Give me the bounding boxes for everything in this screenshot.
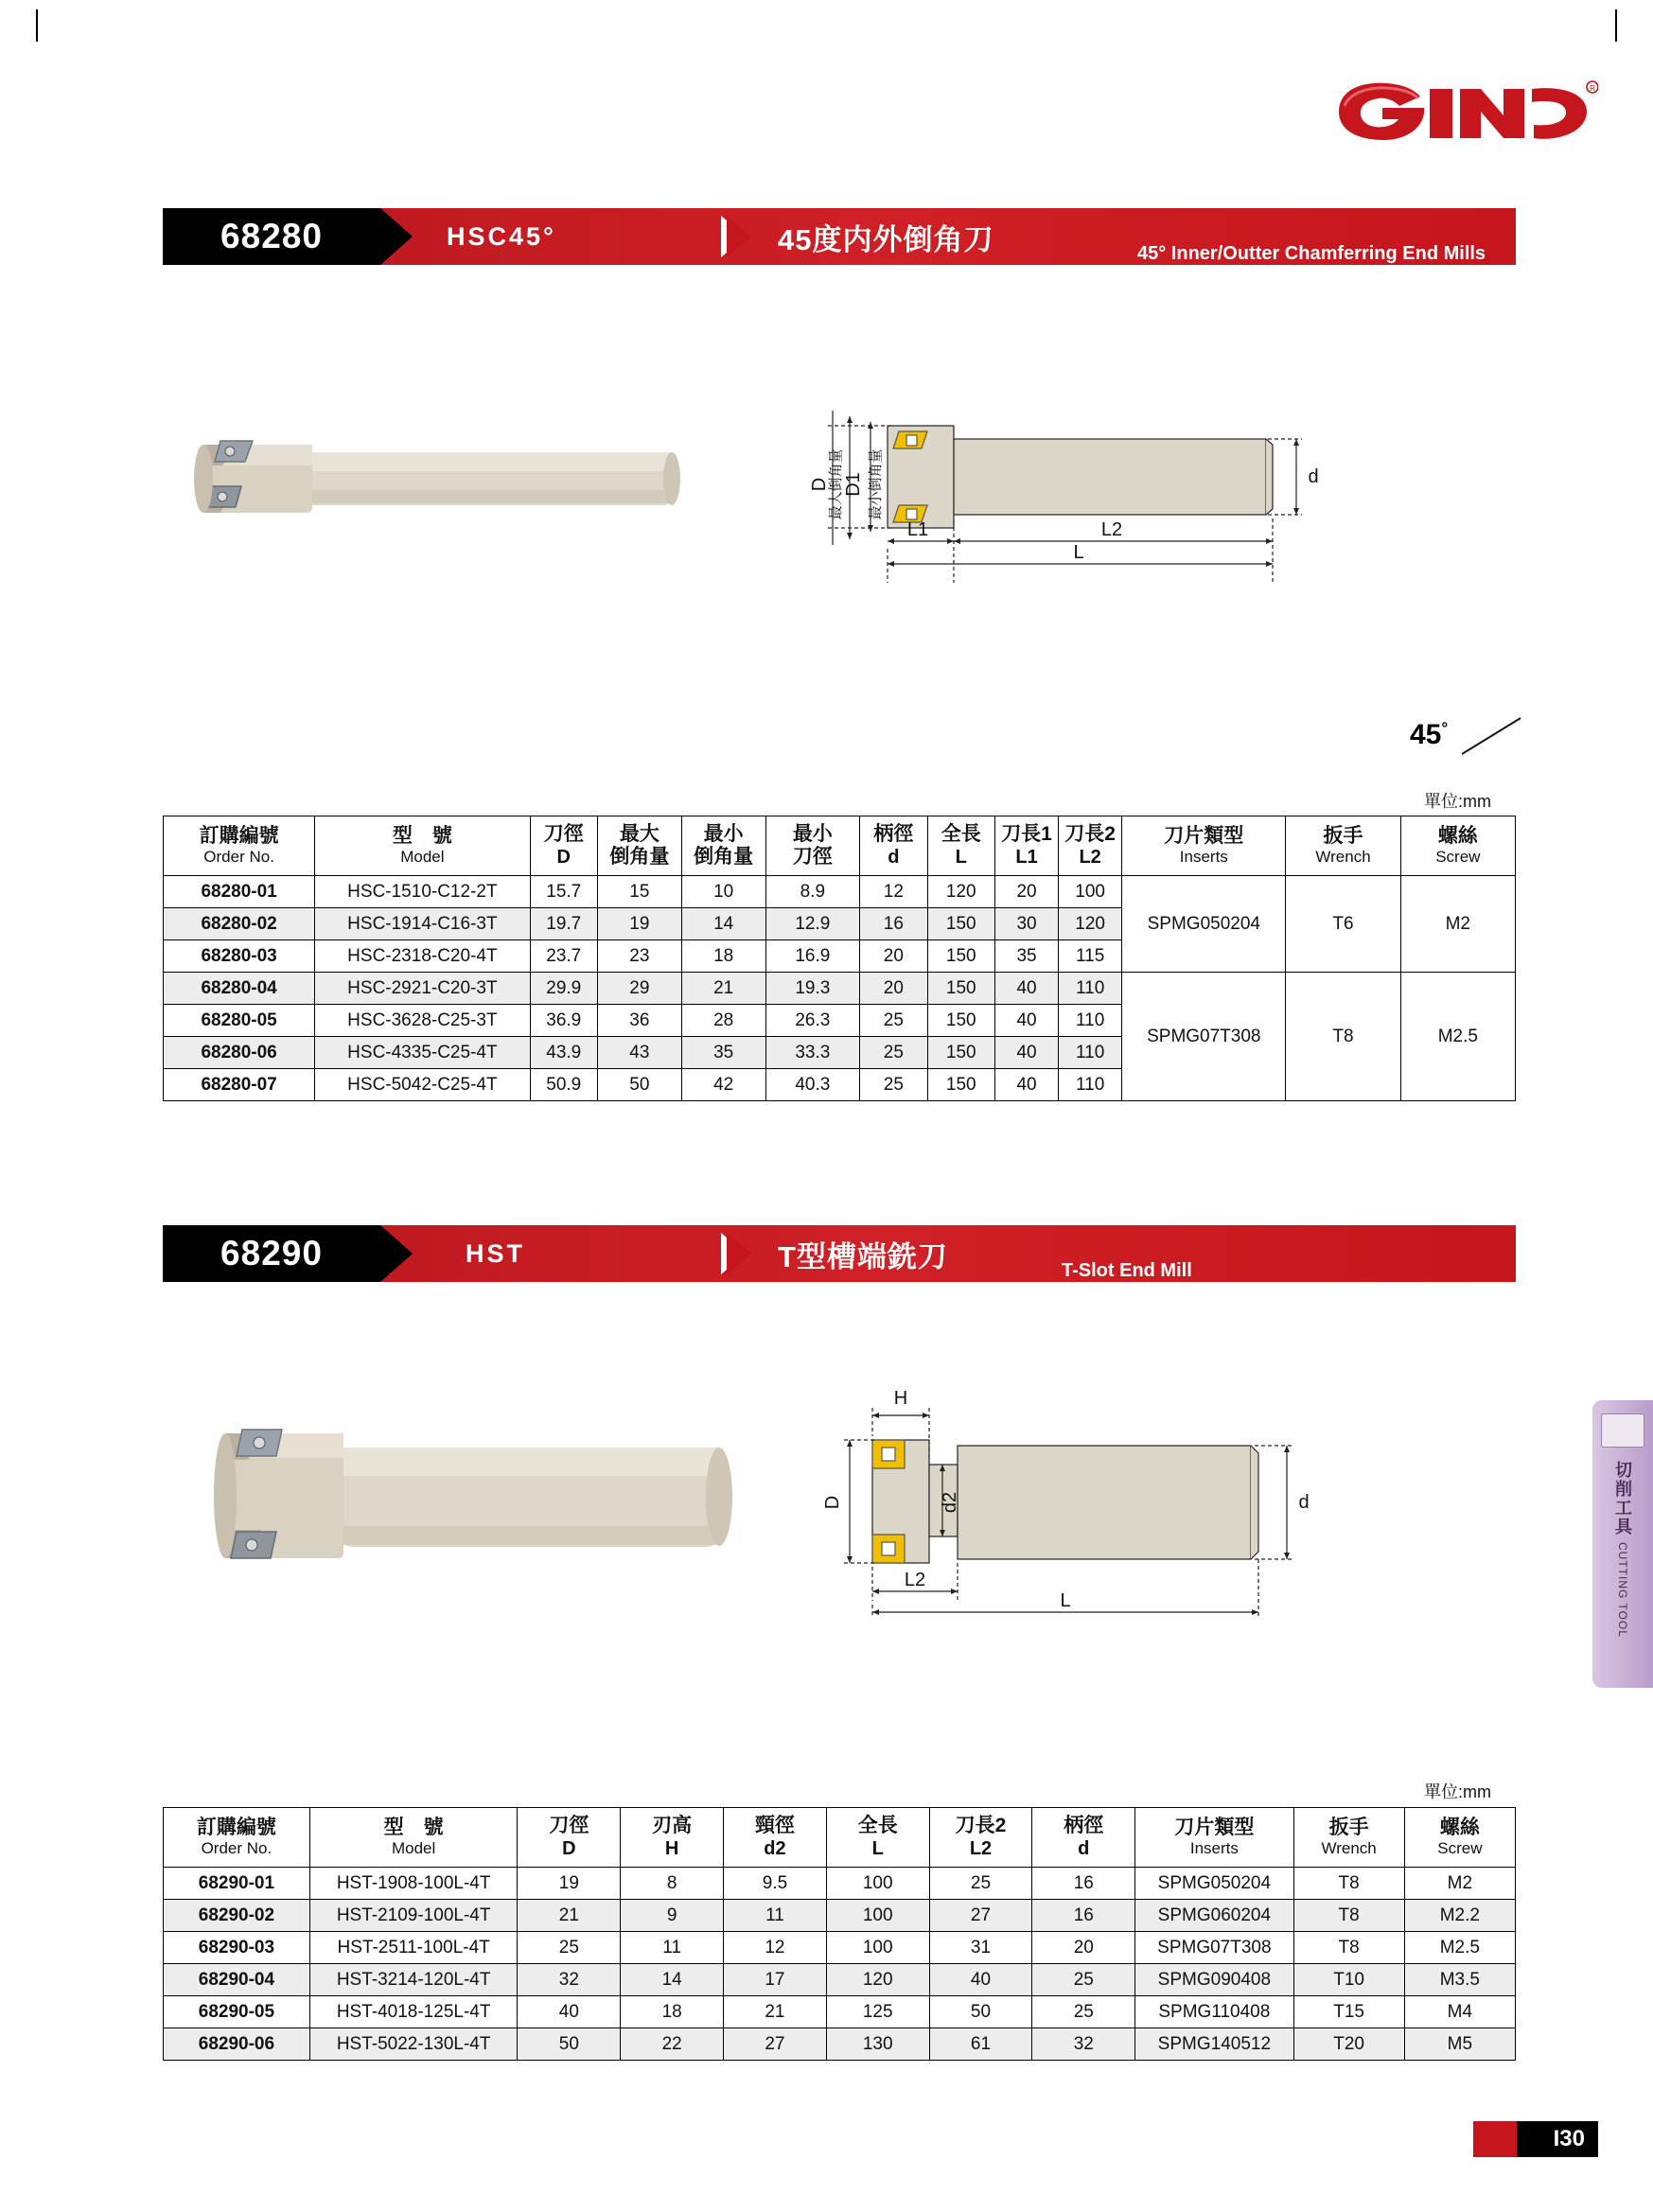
- technical-drawing-68290: [814, 1391, 1514, 1632]
- cell-screw: M2: [1400, 876, 1515, 973]
- cell-screw: M2: [1404, 1868, 1515, 1900]
- cell-model: HST-5022-130L-4T: [309, 2028, 518, 2061]
- cell-d2: 27: [724, 2028, 827, 2061]
- cell-l: 100: [826, 1868, 929, 1900]
- th-screw: 螺絲 Screw: [1404, 1808, 1515, 1868]
- th-model: 型 號 Model: [315, 816, 530, 876]
- table-row: [164, 1868, 1516, 1900]
- cell-model: HSC-4335-C25-4T: [315, 1037, 530, 1069]
- section-code: 68280: [220, 217, 323, 255]
- th-max-chamfer: 最大 倒角量: [597, 816, 681, 876]
- cell-d: 15.7: [530, 876, 597, 908]
- th-order-no: 訂購編號 Order No.: [164, 816, 315, 876]
- cell-mind: 8.9: [765, 876, 860, 908]
- cell-h: 11: [621, 1932, 724, 1964]
- table-row: [164, 876, 1516, 908]
- cell-l: 120: [927, 876, 994, 908]
- cell-d2: 17: [724, 1964, 827, 1996]
- tool-chip-icon: [1601, 1413, 1644, 1448]
- cell-l: 100: [826, 1900, 929, 1932]
- cell-maxch: 36: [597, 1005, 681, 1037]
- svg-text:L2: L2: [904, 1570, 926, 1590]
- cell-h: 22: [621, 2028, 724, 2061]
- th-neck-diameter: 頸徑 d2: [724, 1808, 827, 1868]
- svg-text:R: R: [1590, 84, 1595, 93]
- angle-line-icon: [1462, 714, 1528, 762]
- cell-l2: 115: [1059, 940, 1122, 973]
- cell-h: 8: [621, 1868, 724, 1900]
- crop-mark: [36, 9, 38, 42]
- cell-model: HST-2109-100L-4T: [309, 1900, 518, 1932]
- cell-l: 120: [826, 1964, 929, 1996]
- cell-l2: 40: [929, 1964, 1032, 1996]
- cell-l1: 40: [994, 1005, 1058, 1037]
- cell-d: 40: [518, 1996, 621, 2028]
- cell-wrench: T8: [1286, 973, 1400, 1101]
- cell-maxch: 43: [597, 1037, 681, 1069]
- cell-d: 21: [518, 1900, 621, 1932]
- cell-screw: M2.5: [1400, 973, 1515, 1101]
- cell-shank: 20: [860, 973, 927, 1005]
- cell-shank: 12: [860, 876, 927, 908]
- cell-l2: 61: [929, 2028, 1032, 2061]
- section-series: HSC45°: [447, 221, 556, 251]
- cell-order-no: 68290-01: [164, 1868, 310, 1900]
- cell-l2: 110: [1059, 1069, 1122, 1101]
- cell-inserts: SPMG050204: [1135, 1868, 1293, 1900]
- cell-l2: 25: [929, 1868, 1032, 1900]
- table-header-row: [164, 1808, 1516, 1868]
- cell-mind: 40.3: [765, 1069, 860, 1101]
- cell-mind: 12.9: [765, 908, 860, 940]
- cell-d: 19.7: [530, 908, 597, 940]
- cell-mind: 33.3: [765, 1037, 860, 1069]
- cell-model: HSC-5042-C25-4T: [315, 1069, 530, 1101]
- cell-inserts: SPMG07T308: [1122, 973, 1286, 1101]
- cell-mind: 26.3: [765, 1005, 860, 1037]
- cell-order-no: 68280-03: [164, 940, 315, 973]
- cell-l2: 100: [1059, 876, 1122, 908]
- cell-screw: M5: [1404, 2028, 1515, 2061]
- cell-maxch: 29: [597, 973, 681, 1005]
- cell-order-no: 68290-04: [164, 1964, 310, 1996]
- cell-screw: M2.2: [1404, 1900, 1515, 1932]
- section-header-68280: [163, 208, 1516, 265]
- cell-h: 14: [621, 1964, 724, 1996]
- cell-wrench: T8: [1293, 1900, 1404, 1932]
- svg-text:d2: d2: [940, 1491, 960, 1514]
- crop-mark: [1615, 9, 1617, 42]
- cell-l: 100: [826, 1932, 929, 1964]
- section-header-bg: [380, 1225, 1516, 1282]
- cell-l: 125: [826, 1996, 929, 2028]
- cell-d: 23.7: [530, 940, 597, 973]
- th-flute-length-2: 刀長2 L2: [1059, 816, 1122, 876]
- cell-d: 29.9: [530, 973, 597, 1005]
- cell-shank: 32: [1032, 2028, 1135, 2061]
- th-overall-length: 全長 L: [927, 816, 994, 876]
- svg-text:最小倒角量: 最小倒角量: [868, 448, 884, 520]
- cell-order-no: 68290-02: [164, 1900, 310, 1932]
- cell-inserts: SPMG050204: [1122, 876, 1286, 973]
- cell-maxch: 23: [597, 940, 681, 973]
- cell-inserts: SPMG060204: [1135, 1900, 1293, 1932]
- cell-shank: 25: [860, 1005, 927, 1037]
- th-min-diameter: 最小 刀徑: [765, 816, 860, 876]
- arrow-red-icon: [727, 1233, 751, 1274]
- cell-model: HST-2511-100L-4T: [309, 1932, 518, 1964]
- cell-d: 50.9: [530, 1069, 597, 1101]
- svg-text:L: L: [1073, 542, 1084, 563]
- cell-l: 150: [927, 973, 994, 1005]
- section-header-68290: [163, 1225, 1516, 1282]
- th-diameter: 刀徑 D: [518, 1808, 621, 1868]
- cell-order-no: 68280-01: [164, 876, 315, 908]
- cell-d2: 21: [724, 1996, 827, 2028]
- cell-wrench: T6: [1286, 876, 1400, 973]
- cell-order-no: 68290-06: [164, 2028, 310, 2061]
- cell-l2: 110: [1059, 973, 1122, 1005]
- cell-l2: 27: [929, 1900, 1032, 1932]
- cell-minch: 14: [681, 908, 765, 940]
- cell-h: 9: [621, 1900, 724, 1932]
- cell-shank: 25: [860, 1069, 927, 1101]
- cell-shank: 20: [860, 940, 927, 973]
- th-wrench: 扳手 Wrench: [1293, 1808, 1404, 1868]
- cell-model: HSC-3628-C25-3T: [315, 1005, 530, 1037]
- cell-model: HSC-2318-C20-4T: [315, 940, 530, 973]
- product-photo-68290: [189, 1414, 814, 1580]
- section-title-cn: 45度内外倒角刀: [778, 222, 994, 256]
- cell-l2: 31: [929, 1932, 1032, 1964]
- th-screw: 螺絲 Screw: [1400, 816, 1515, 876]
- cell-l2: 110: [1059, 1005, 1122, 1037]
- cell-l2: 110: [1059, 1037, 1122, 1069]
- table-row: [164, 2028, 1516, 2061]
- cell-maxch: 15: [597, 876, 681, 908]
- svg-text:d: d: [1298, 1492, 1310, 1513]
- cell-shank: 20: [1032, 1932, 1135, 1964]
- cell-wrench: T20: [1293, 2028, 1404, 2061]
- cell-mind: 16.9: [765, 940, 860, 973]
- cell-order-no: 68280-05: [164, 1005, 315, 1037]
- cell-l1: 40: [994, 1037, 1058, 1069]
- cell-l1: 35: [994, 940, 1058, 973]
- cell-minch: 28: [681, 1005, 765, 1037]
- cell-l: 150: [927, 940, 994, 973]
- th-edge-height: 刃高 H: [621, 1808, 724, 1868]
- cell-inserts: SPMG07T308: [1135, 1932, 1293, 1964]
- cell-l: 150: [927, 1005, 994, 1037]
- cell-order-no: 68280-02: [164, 908, 315, 940]
- svg-text:D: D: [822, 1495, 843, 1510]
- cell-l2: 120: [1059, 908, 1122, 940]
- th-inserts: 刀片類型 Inserts: [1135, 1808, 1293, 1868]
- cell-wrench: T15: [1293, 1996, 1404, 2028]
- th-diameter: 刀徑 D: [530, 816, 597, 876]
- section-title-cn: T型槽端銑刀: [778, 1239, 948, 1273]
- cell-model: HST-4018-125L-4T: [309, 1996, 518, 2028]
- cell-minch: 21: [681, 973, 765, 1005]
- cell-shank: 16: [1032, 1900, 1135, 1932]
- section-code-block: [163, 208, 380, 265]
- section-code-block: [163, 1225, 380, 1282]
- th-flute-length-2: 刀長2 L2: [929, 1808, 1032, 1868]
- th-inserts: 刀片類型 Inserts: [1122, 816, 1286, 876]
- th-overall-length: 全長 L: [826, 1808, 929, 1868]
- arrow-black-icon: [380, 1225, 413, 1282]
- cell-d2: 9.5: [724, 1868, 827, 1900]
- section-series: HST: [466, 1238, 525, 1268]
- brand-logo: [1333, 78, 1598, 144]
- cell-d: 43.9: [530, 1037, 597, 1069]
- cell-l: 130: [826, 2028, 929, 2061]
- cell-order-no: 68280-07: [164, 1069, 315, 1101]
- table-row: [164, 1964, 1516, 1996]
- cell-model: HST-3214-120L-4T: [309, 1964, 518, 1996]
- svg-text:L1: L1: [906, 519, 929, 540]
- page-number: I30: [1553, 2126, 1585, 2151]
- svg-text:D: D: [809, 477, 830, 492]
- th-order-no: 訂購編號 Order No.: [164, 1808, 310, 1868]
- page-number-accent: [1473, 2121, 1517, 2157]
- svg-text:d: d: [1308, 466, 1319, 487]
- cell-wrench: T10: [1293, 1964, 1404, 1996]
- th-flute-length-1: 刀長1 L1: [994, 816, 1058, 876]
- cell-maxch: 50: [597, 1069, 681, 1101]
- arrow-black-icon: [380, 208, 413, 265]
- arrow-red-icon: [727, 216, 751, 257]
- cell-inserts: SPMG090408: [1135, 1964, 1293, 1996]
- cell-wrench: T8: [1293, 1868, 1404, 1900]
- th-model: 型 號 Model: [309, 1808, 518, 1868]
- unit-note-2: 單位:mm: [1424, 1782, 1491, 1801]
- cell-screw: M4: [1404, 1996, 1515, 2028]
- cell-l1: 30: [994, 908, 1058, 940]
- cell-model: HST-1908-100L-4T: [309, 1868, 518, 1900]
- cell-screw: M2.5: [1404, 1932, 1515, 1964]
- cell-shank: 16: [1032, 1868, 1135, 1900]
- cell-d: 19: [518, 1868, 621, 1900]
- cell-order-no: 68290-05: [164, 1996, 310, 2028]
- section-code: 68290: [220, 1234, 323, 1273]
- cell-l: 150: [927, 908, 994, 940]
- page-number-badge: [1473, 2121, 1598, 2157]
- table-row: [164, 1900, 1516, 1932]
- cell-l1: 40: [994, 1069, 1058, 1101]
- angle-label-45: 45°: [1410, 719, 1449, 750]
- side-tab-label-cn: 切削工具: [1613, 1461, 1632, 1536]
- cell-l: 150: [927, 1037, 994, 1069]
- technical-drawing-68280: [729, 397, 1514, 610]
- th-shank-diameter: 柄徑 d: [1032, 1808, 1135, 1868]
- cell-mind: 19.3: [765, 973, 860, 1005]
- cell-minch: 18: [681, 940, 765, 973]
- cell-minch: 10: [681, 876, 765, 908]
- cell-l: 150: [927, 1069, 994, 1101]
- spec-table-68280: [163, 816, 1516, 1101]
- svg-text:D1: D1: [843, 472, 864, 497]
- cell-d: 25: [518, 1932, 621, 1964]
- svg-text:H: H: [893, 1391, 908, 1409]
- spec-table-68290: [163, 1807, 1516, 2061]
- th-min-chamfer: 最小 倒角量: [681, 816, 765, 876]
- table-row: [164, 1932, 1516, 1964]
- cell-model: HSC-1510-C12-2T: [315, 876, 530, 908]
- cell-inserts: SPMG140512: [1135, 2028, 1293, 2061]
- th-shank-diameter: 柄徑 d: [860, 816, 927, 876]
- cell-l1: 20: [994, 876, 1058, 908]
- cell-d: 32: [518, 1964, 621, 1996]
- cell-model: HSC-2921-C20-3T: [315, 973, 530, 1005]
- cell-screw: M3.5: [1404, 1964, 1515, 1996]
- cell-l1: 40: [994, 973, 1058, 1005]
- cell-d: 50: [518, 2028, 621, 2061]
- cell-order-no: 68290-03: [164, 1932, 310, 1964]
- section-title-en: T-Slot End Mill: [1062, 1260, 1192, 1281]
- table-header-row: [164, 816, 1516, 876]
- svg-text:最大倒角量: 最大倒角量: [828, 448, 844, 520]
- cell-shank: 25: [1032, 1996, 1135, 2028]
- product-photo-68280: [166, 407, 771, 563]
- table-row: [164, 973, 1516, 1005]
- svg-text:L: L: [1060, 1590, 1071, 1611]
- cell-l2: 50: [929, 1996, 1032, 2028]
- cell-shank: 25: [860, 1037, 927, 1069]
- cell-order-no: 68280-06: [164, 1037, 315, 1069]
- cell-d2: 12: [724, 1932, 827, 1964]
- cell-d: 36.9: [530, 1005, 597, 1037]
- svg-text:L2: L2: [1100, 519, 1123, 540]
- side-tab-cutting-tool: [1592, 1400, 1653, 1688]
- cell-maxch: 19: [597, 908, 681, 940]
- table-row: [164, 1996, 1516, 2028]
- th-wrench: 扳手 Wrench: [1286, 816, 1400, 876]
- section-title-en: 45° Inner/Outter Chamferring End Mills: [1137, 243, 1486, 264]
- side-tab-label-en: CUTTING TOOL: [1616, 1542, 1629, 1638]
- cell-h: 18: [621, 1996, 724, 2028]
- cell-inserts: SPMG110408: [1135, 1996, 1293, 2028]
- cell-order-no: 68280-04: [164, 973, 315, 1005]
- cell-shank: 16: [860, 908, 927, 940]
- cell-minch: 42: [681, 1069, 765, 1101]
- cell-minch: 35: [681, 1037, 765, 1069]
- cell-wrench: T8: [1293, 1932, 1404, 1964]
- unit-note-1: 單位:mm: [1424, 792, 1491, 811]
- cell-model: HSC-1914-C16-3T: [315, 908, 530, 940]
- cell-shank: 25: [1032, 1964, 1135, 1996]
- cell-d2: 11: [724, 1900, 827, 1932]
